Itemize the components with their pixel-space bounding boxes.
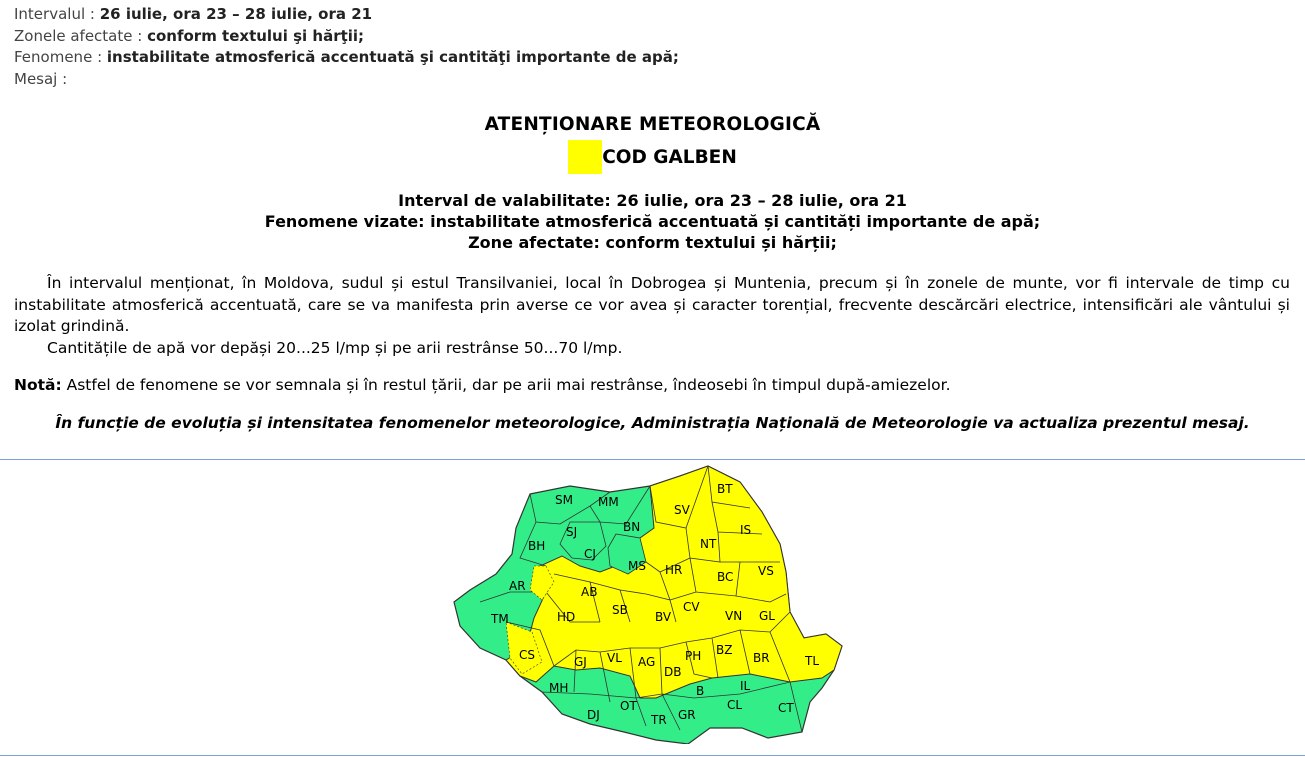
interval-value: 26 iulie, ora 23 – 28 iulie, ora 21 <box>99 5 373 23</box>
phenomena-row <box>14 47 679 69</box>
label-CV: CV <box>683 600 700 614</box>
label-GL: GL <box>759 609 775 623</box>
label-BZ: BZ <box>716 643 733 657</box>
top-divider <box>0 459 1305 460</box>
label-VL: VL <box>607 651 622 665</box>
label-BV: BV <box>655 610 672 624</box>
label-BR: BR <box>753 651 770 665</box>
label-GJ: GJ <box>574 655 587 669</box>
label-MH: MH <box>549 681 569 695</box>
phenomena-value: instabilitate atmosferică accentuată şi cantităţi importante de apă; <box>106 48 679 66</box>
label-OT: OT <box>620 699 637 713</box>
label-BH: BH <box>528 539 546 553</box>
label-IL: IL <box>740 679 751 693</box>
label-IS: IS <box>740 523 752 537</box>
label-MS: MS <box>628 559 646 573</box>
warning-paragraph-2: Cantitățile de apă vor depăși 20...25 l/mp și pe arii restrânse 50...70 l/mp. <box>47 339 623 357</box>
label-HR: HR <box>665 563 683 577</box>
label-CL: CL <box>727 698 743 712</box>
targeted-phenomena: Fenomene vizate: instabilitate atmosferică accentuată și cantități importante de apă; <box>264 212 1041 231</box>
label-B: B <box>696 684 705 698</box>
label-VS: VS <box>758 564 774 578</box>
note <box>14 376 951 394</box>
label-BN: BN <box>623 520 641 534</box>
code-color-swatch <box>568 140 602 174</box>
warning-code <box>0 140 1305 174</box>
zones-value: conform textului şi hărţii; <box>147 26 365 45</box>
label-AG: AG <box>638 655 656 669</box>
affected-zones: Zone afectate: conform textului și hărții; <box>468 233 837 252</box>
warning-paragraph-1: În intervalul menționat, în Moldova, sudul și estul Transilvaniei, local în Dobrogea și Muntenia, precum și în zonele de munte, vor fi intervale de timp cu instabilitate atmosferică accentuată, care se va manifesta prin averse ce vor avea și caracter torențial, frecvente descărcări electrice, intensificări ale vântului și izolat grindină. <box>14 274 1290 335</box>
message-metadata <box>14 4 679 90</box>
warning-code-label: COD GALBEN <box>602 146 737 168</box>
label-CJ: CJ <box>584 547 596 561</box>
label-BC: BC <box>717 570 734 584</box>
label-CS: CS <box>519 648 535 662</box>
label-BT: BT <box>717 482 733 496</box>
label-TM: TM <box>491 612 509 626</box>
label-SB: SB <box>612 603 628 617</box>
label-MM: MM <box>598 495 619 509</box>
interval-row <box>14 4 679 26</box>
label-HD: HD <box>557 610 576 624</box>
message-label: Mesaj : <box>14 69 68 88</box>
label-VN: VN <box>725 609 743 623</box>
label-DJ: DJ <box>587 708 600 722</box>
warning-title: ATENȚIONARE METEOROLOGICĂ <box>484 114 821 135</box>
label-AR: AR <box>509 579 526 593</box>
label-SV: SV <box>674 503 690 517</box>
label-PH: PH <box>685 649 702 663</box>
label-DB: DB <box>664 665 682 679</box>
update-notice: În funcție de evoluția și intensitatea fenomenelor meteorologice, Administrația Națională de Meteorologie va actualiza prezentul mesaj. <box>55 414 1250 432</box>
validity-interval: Interval de valabilitate: 26 iulie, ora 23 – 28 iulie, ora 21 <box>398 191 907 210</box>
warning-map <box>450 462 855 748</box>
zones-row <box>14 26 679 48</box>
bottom-divider <box>0 755 1305 756</box>
label-SJ: SJ <box>566 525 578 539</box>
note-label: Notă: <box>14 376 62 394</box>
label-SM: SM <box>555 493 573 507</box>
phenomena-label: Fenomene : <box>14 48 103 66</box>
romania-map-svg <box>450 462 855 744</box>
label-AB: AB <box>581 585 598 599</box>
zones-label: Zonele afectate : <box>14 26 143 45</box>
label-TL: TL <box>805 654 820 668</box>
message-row <box>14 69 679 91</box>
label-CT: CT <box>778 701 794 715</box>
label-TR: TR <box>651 713 667 727</box>
label-GR: GR <box>678 708 696 722</box>
note-text: Astfel de fenomene se vor semnala și în restul țării, dar pe arii mai restrânse, îndeosebi în timpul după-amiezelor. <box>61 376 951 394</box>
label-NT: NT <box>700 537 717 551</box>
interval-label: Intervalul : <box>14 5 95 23</box>
